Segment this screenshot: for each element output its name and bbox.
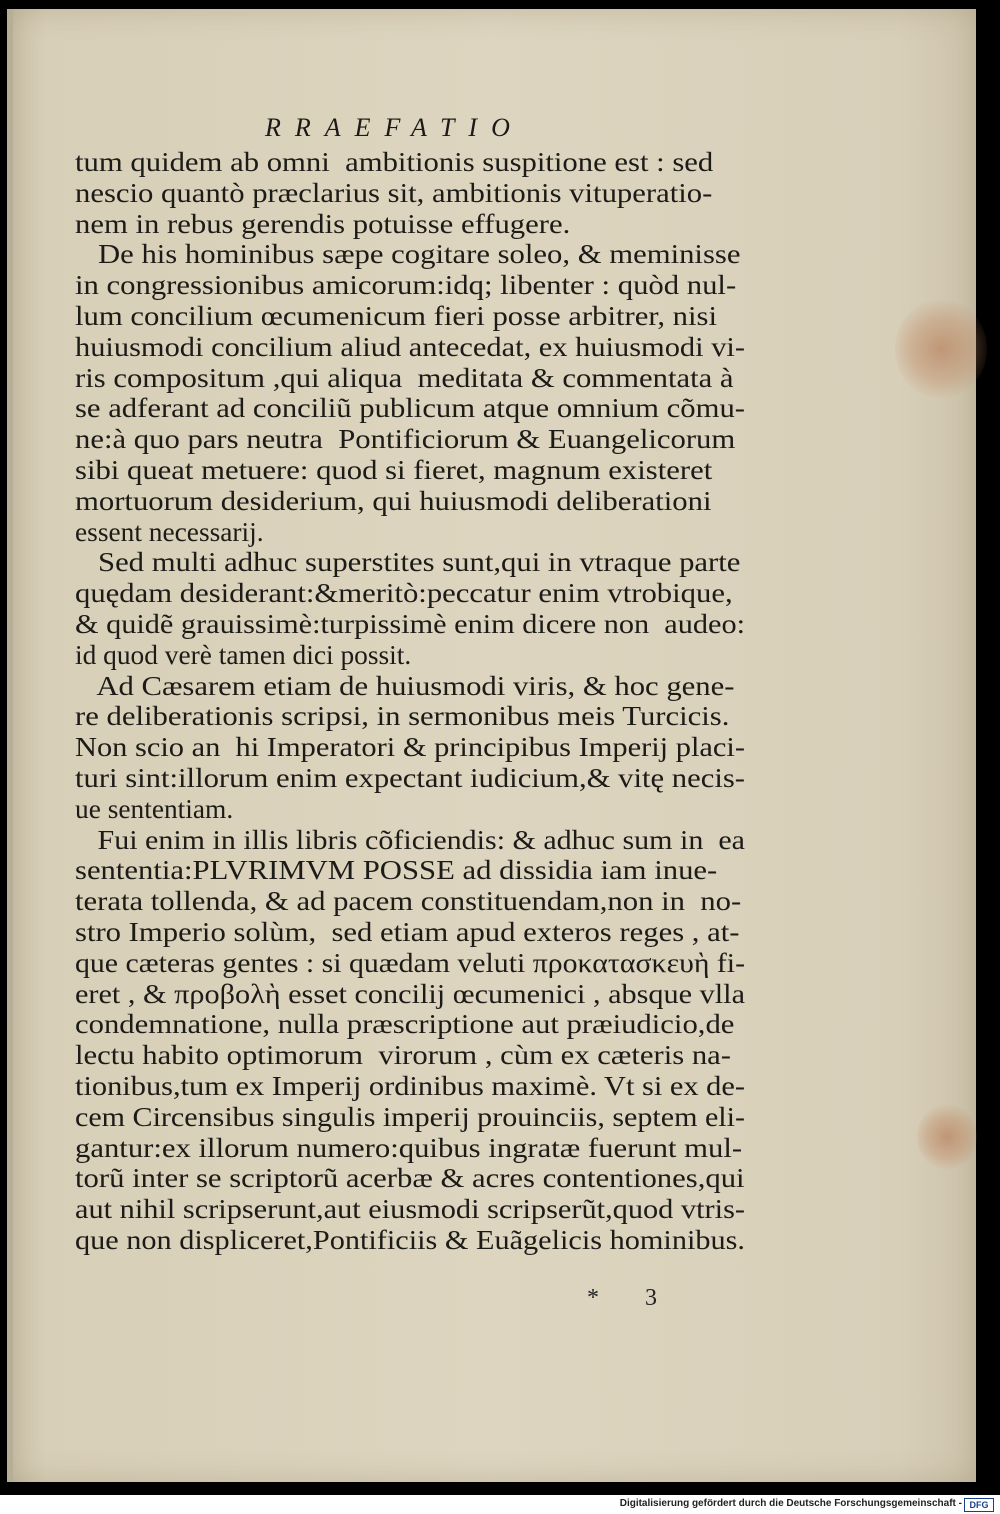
book-page <box>7 9 976 1482</box>
signature-mark: * 3 <box>587 1285 677 1311</box>
running-title: RRAEFATIO <box>265 113 524 142</box>
text-line: re deliberationis scripsi, in sermonibus meis Turcicis. <box>75 701 730 732</box>
text-line: condemnatione, nulla præscriptione aut præiudicio,de <box>75 1009 735 1040</box>
text-line: ris compositum ,qui aliqua meditata & commentata à <box>75 362 734 393</box>
credit-bar <box>0 1495 1000 1514</box>
text-line: lum concilium œcumenicum fieri posse arbitrer, nisi <box>75 300 717 331</box>
text-line: sibi queat metuere: quod si fieret, magnum existeret <box>75 454 713 485</box>
dfg-logo: DFG <box>964 1498 994 1512</box>
text-line: eret , & προβολὴ esset concilij œcumenici , absque vlla <box>75 978 745 1009</box>
text-line: aut nihil scripserunt,aut eiusmodi scripserũt,quod vtris- <box>75 1194 746 1225</box>
text-line: que cæteras gentes : si quædam veluti προκατασκευὴ fi- <box>75 947 745 978</box>
text-line: stro Imperio solùm, sed etiam apud exteros reges , at- <box>75 916 740 947</box>
text-line: nescio quantò præclarius sit, ambitionis vituperatio- <box>75 177 713 208</box>
text-line: que non displiceret,Pontificiis & Euãgelicis hominibus. <box>75 1224 745 1255</box>
text-line: Ad Cæsarem etiam de huiusmodi viris, & hoc gene- <box>75 670 735 701</box>
text-line: tionibus,tum ex Imperij ordinibus maximè. Vt si ex de- <box>75 1070 745 1101</box>
text-line: De his hominibus sæpe cogitare soleo, & meminisse <box>75 239 741 270</box>
text-line: ue sententiam. <box>75 793 234 824</box>
text-line: in congressionibus amicorum:idq; libenter : quòd nul- <box>75 270 737 301</box>
text-line: quędam desiderant:&meritò:peccatur enim vtrobique, <box>75 578 733 609</box>
text-line: torũ inter se scriptorũ acerbæ & acres contentiones,qui <box>75 1163 745 1194</box>
text-line: terata tollenda, & ad pacem constituendam,non in no- <box>75 886 742 917</box>
text-line: gantur:ex illorum numero:quibus ingratæ fuerunt mul- <box>75 1132 743 1163</box>
page-body-text <box>75 147 775 1256</box>
text-line: huiusmodi concilium aliud antecedat, ex huiusmodi vi- <box>75 331 745 362</box>
text-line: Fui enim in illis libris cõficiendis: & adhuc sum in ea <box>75 824 745 855</box>
foxing-stain-lower <box>917 1104 977 1170</box>
text-line: nem in rebus gerendis potuisse effugere. <box>75 208 571 239</box>
text-line: Non scio an hi Imperatori & principibus Imperij placi- <box>75 732 745 763</box>
credit-text: Digitalisierung gefördert durch die Deutsche Forschungsgemeinschaft - <box>619 1498 962 1509</box>
text-line: sententia:PLVRIMVM POSSE ad dissidia iam inue- <box>75 855 718 886</box>
text-line: mortuorum desiderium, qui huiusmodi deliberationi <box>75 485 712 516</box>
text-line: cem Circensibus singulis imperij prouinciis, septem eli- <box>75 1101 745 1132</box>
text-line: lectu habito optimorum virorum , cùm ex cæteris na- <box>75 1040 732 1071</box>
text-line: id quod verè tamen dici possit. <box>75 639 412 670</box>
text-line: ne:à quo pars neutra Pontificiorum & Euangelicorum <box>75 424 736 455</box>
text-line: essent necessarij. <box>75 516 264 547</box>
text-line: se adferant ad conciliũ publicum atque omnium cõmu- <box>75 393 745 424</box>
text-line: tum quidem ab omni ambitionis suspitione est : sed <box>75 147 714 177</box>
text-line: Sed multi adhuc superstites sunt,qui in vtraque parte <box>75 547 741 578</box>
text-line: turi sint:illorum enim expectant iudicium,& vitę necis- <box>75 762 745 793</box>
text-line: & quidẽ grauissimè:turpissimè enim dicere non audeo: <box>75 608 745 639</box>
foxing-stain-upper <box>895 299 987 399</box>
